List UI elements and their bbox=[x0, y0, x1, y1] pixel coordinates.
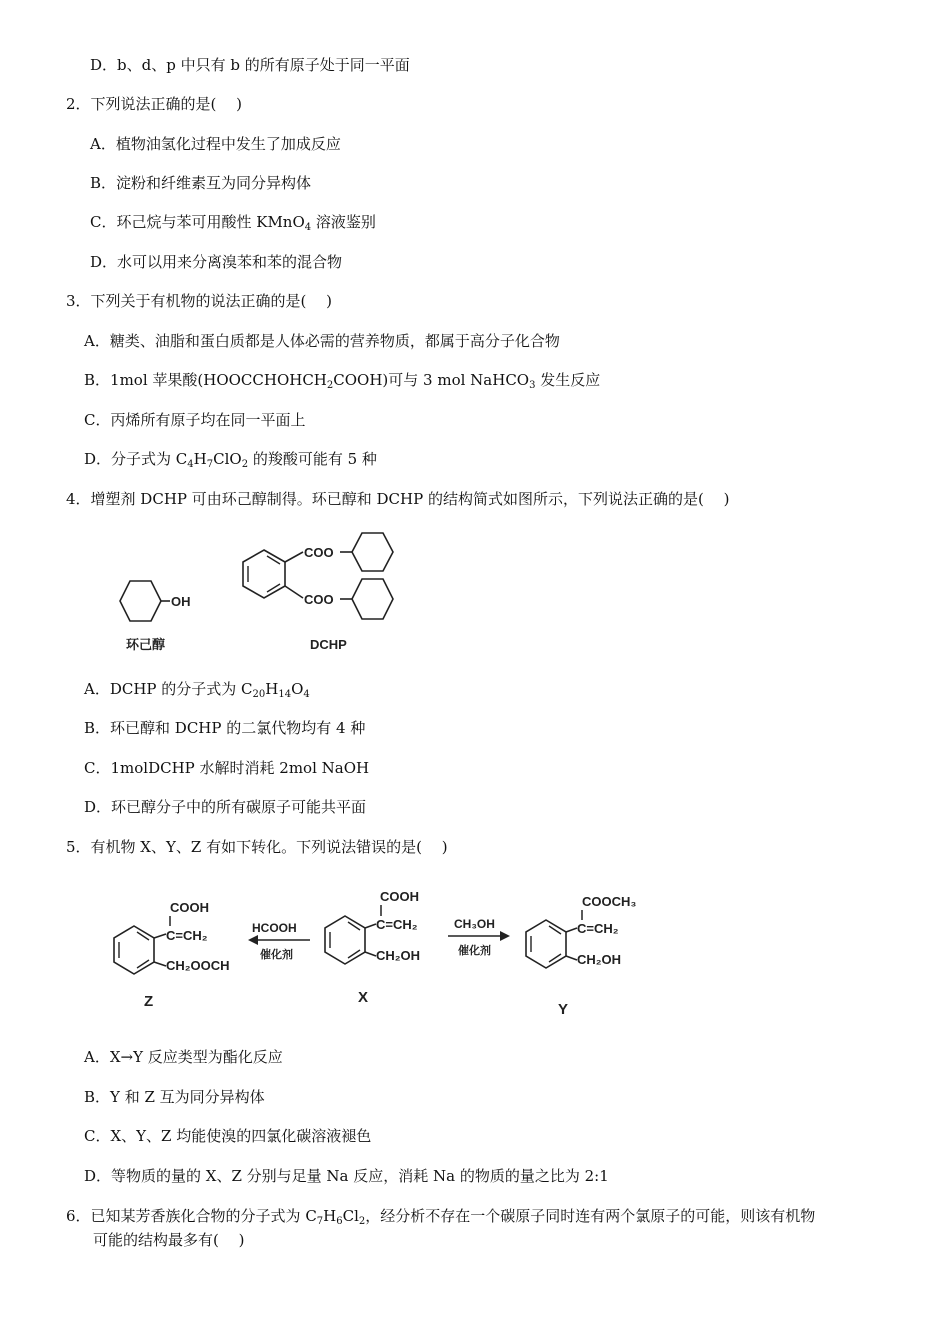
q4-option-d: D．环已醇分子中的所有碳原子可能共平面 bbox=[84, 798, 367, 816]
q3-option-d: D．分子式为 $C_4H_7ClO_2$ 的羧酸可能有 5 种 bbox=[84, 450, 377, 470]
x-vinyl-label: C=CH₂ bbox=[376, 917, 418, 932]
coo-lower: COO bbox=[304, 592, 334, 607]
y-ester-label: COOCH₃ bbox=[582, 894, 637, 909]
q4-option-b: B．环已醇和 DCHP 的二氯代物均有 4 种 bbox=[84, 719, 366, 737]
cyclohexane-ring-lower bbox=[352, 579, 393, 619]
x-label: X bbox=[358, 989, 369, 1006]
y-ch2oh-label: CH₂OH bbox=[577, 952, 622, 967]
q4-option-c: C．1molDCHP 水解时消耗 2mol NaOH bbox=[84, 759, 370, 777]
arrow1-reagent: HCOOH bbox=[252, 921, 297, 935]
q2-stem: 2．下列说法正确的是( ) bbox=[66, 95, 243, 113]
arrow-right-head bbox=[500, 931, 510, 941]
z-ester-label: CH₂OOCH bbox=[166, 958, 230, 973]
cyclohexanol-label: 环己醇 bbox=[126, 637, 166, 652]
q2-option-c: C．环己烷与苯可用酸性 KMnO$_4$ 溶液鉴别 bbox=[90, 213, 376, 233]
q5-option-a: A．X→Y 反应类型为酯化反应 bbox=[84, 1048, 283, 1066]
benzene-ring-z bbox=[114, 926, 154, 974]
z-label: Z bbox=[144, 993, 154, 1010]
arrow-left-head bbox=[248, 935, 258, 945]
q2-option-a: A．植物油氢化过程中发生了加成反应 bbox=[90, 135, 341, 153]
coo-upper: COO bbox=[304, 545, 334, 560]
arrow1-catalyst: 催化剂 bbox=[260, 949, 293, 961]
arrow2-catalyst: 催化剂 bbox=[458, 945, 491, 957]
q2-option-b: B．淀粉和纤维素互为同分异构体 bbox=[90, 174, 312, 192]
q3-option-a: A．糖类、油脂和蛋白质都是人体必需的营养物质，都属于高分子化合物 bbox=[84, 332, 560, 350]
q2-option-d: D．水可以用来分离溴苯和苯的混合物 bbox=[90, 253, 343, 271]
q5-option-d: D．等物质的量的 X、Z 分别与足量 Na 反应，消耗 Na 的物质的量之比为 2:1 bbox=[84, 1167, 609, 1185]
x-ch2oh-label: CH₂OH bbox=[376, 948, 421, 963]
arrow2-reagent: CH₃OH bbox=[454, 917, 495, 931]
q4-option-a: A．DCHP 的分子式为 $C_{20}H_{14}O_4$ bbox=[84, 680, 310, 700]
oh-label: OH bbox=[171, 594, 191, 609]
benzene-ring-y bbox=[526, 920, 566, 968]
x-cooh-label: COOH bbox=[380, 889, 419, 904]
cyclohexane-ring-left bbox=[120, 581, 161, 621]
q6-stem-line2: 可能的结构最多有( ) bbox=[93, 1231, 245, 1249]
q1-option-d: D．b、d、p 中只有 b 的所有原子处于同一平面 bbox=[90, 56, 410, 74]
dchp-label: DCHP bbox=[310, 637, 347, 652]
q3-option-b: B．1mol 苹果酸$(HOOCCHOHCH_2COOH)$可与 3 mol NaHCO$_3$ 发生反应 bbox=[84, 371, 601, 391]
benzene-ring-x bbox=[325, 916, 365, 964]
benzene-ring bbox=[243, 550, 285, 598]
q5-option-c: C．X、Y、Z 均能使溴的四氯化碳溶液褪色 bbox=[84, 1127, 372, 1145]
q5-reaction-figure bbox=[100, 878, 670, 1028]
q4-stem: 4．增塑剂 DCHP 可由环己醇制得。环已醇和 DCHP 的结构简式如图所示，下列说法正确的是( ) bbox=[66, 490, 730, 508]
q5-stem: 5．有机物 X、Y、Z 有如下转化。下列说法错误的是( ) bbox=[66, 838, 448, 856]
q6-stem: 6．已知某芳香族化合物的分子式为 $C_7H_6Cl_2$，经分析不存在一个碳原子同时连有两个氯原子的可能，则该有机物 bbox=[66, 1207, 816, 1227]
q3-option-c: C．丙烯所有原子均在同一平面上 bbox=[84, 411, 306, 429]
y-vinyl-label: C=CH₂ bbox=[577, 921, 619, 936]
q3-stem: 3．下列关于有机物的说法正确的是( ) bbox=[66, 292, 333, 310]
cyclohexane-ring-upper bbox=[352, 533, 393, 571]
q4-structure-figure bbox=[100, 522, 430, 662]
q5-option-b: B．Y 和 Z 互为同分异构体 bbox=[84, 1088, 265, 1106]
y-label: Y bbox=[558, 1001, 569, 1018]
z-vinyl-label: C=CH₂ bbox=[166, 928, 208, 943]
z-cooh-label: COOH bbox=[170, 900, 209, 915]
